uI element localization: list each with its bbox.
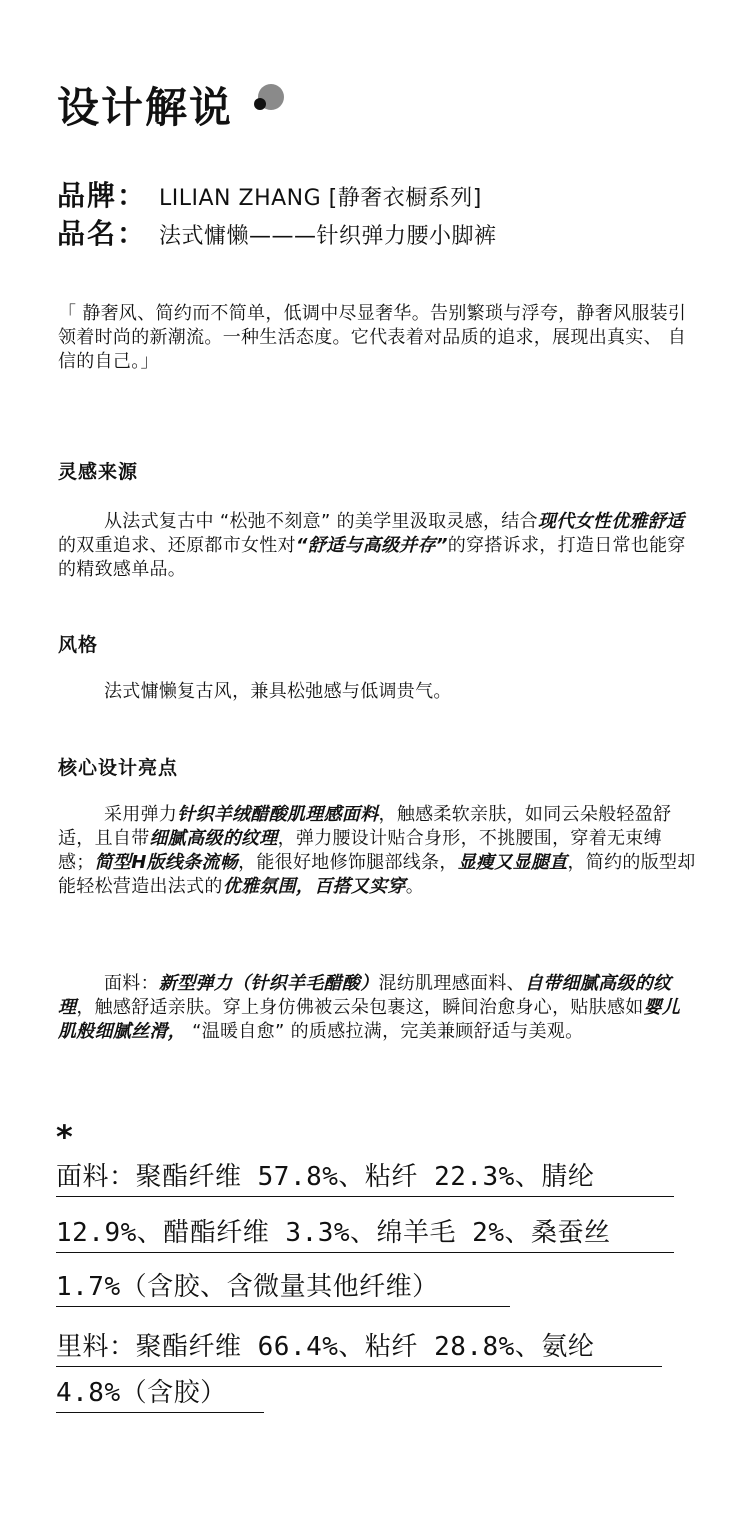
highlights-heading: 核心设计亮点: [58, 757, 179, 779]
highlights-text-1: 采用弹力: [104, 804, 178, 825]
style-paragraph: 法式慵懒复古风，兼具松弛感与低调贵气。: [104, 681, 452, 702]
inspiration-emphasis-2: “舒适与高级并存”: [295, 535, 448, 556]
highlights-emphasis-5: 优雅氛围，百搭又实穿: [222, 876, 406, 897]
title-dot-decoration: [254, 84, 286, 118]
composition-marker: *: [56, 1118, 73, 1156]
fabric-emphasis-1: 新型弹力（针织羊毛醋酸）: [158, 973, 379, 994]
style-heading: 风格: [58, 634, 99, 656]
highlights-emphasis-4: 显瘦又显腿直: [457, 852, 568, 873]
page-title: 设计解说: [57, 83, 234, 132]
highlights-emphasis-1: 针织羊绒醋酸肌理感面料: [177, 804, 379, 825]
fabric-text-3: ，触感舒适亲肤。穿上身仿佛被云朵包裹这，瞬间治愈身心，贴肤感如: [76, 997, 644, 1018]
shell-composition-line-3: 1.7%（含胶、含微量其他纤维）: [56, 1270, 510, 1307]
fabric-text-4: “温暖自愈” 的质感拉满，完美兼顾舒适与美观。: [186, 1021, 584, 1042]
highlights-text-4: ，能很好地修饰腿部线条，: [238, 852, 458, 873]
fabric-emphasis-2: 自带细腻高级的纹理: [58, 973, 672, 1018]
black-dot: [254, 98, 266, 110]
highlights-text-5: ，简约的版型却能轻松营造出法式的: [58, 852, 696, 897]
product-name-row: [57, 212, 497, 252]
lining-composition-line-1: 里料：聚酯纤维 66.4%、粘纤 28.8%、氨纶: [56, 1330, 662, 1367]
highlights-emphasis-2: 细腻高级的纹理: [149, 828, 278, 849]
inspiration-paragraph: [58, 510, 698, 582]
highlights-text-3: ，弹力腰设计贴合身形，不挑腰围，穿着无束缚感；: [58, 828, 662, 873]
highlights-text-2: ，触感柔软亲肤，如同云朵般轻盈舒适，且自带: [58, 804, 672, 849]
highlights-paragraph: [58, 803, 698, 899]
fabric-text-2: 混纺肌理感面料、: [378, 973, 525, 994]
inspiration-emphasis-1: 现代女性优雅舒适: [537, 511, 685, 532]
product-name-value: 法式慵懒———针织弹力腰小脚裤: [159, 224, 497, 249]
shell-composition-line-1: 面料：聚酯纤维 57.8%、粘纤 22.3%、腈纶: [56, 1160, 674, 1197]
fabric-paragraph: [58, 972, 698, 1044]
brand-label: 品牌：: [57, 179, 148, 212]
brand-row: [57, 174, 482, 214]
inspiration-text-2: 的双重追求、还原都市女性对: [58, 535, 296, 556]
product-name-label: 品名：: [57, 217, 148, 250]
inspiration-text-1: 从法式复古中 “松弛不刻意” 的美学里汲取灵感，结合: [104, 511, 538, 532]
shell-composition-line-2: 12.9%、醋酯纤维 3.3%、绵羊毛 2%、桑蚕丝: [56, 1216, 674, 1253]
fabric-text-1: 面料：: [104, 973, 159, 994]
fabric-emphasis-3: 婴儿肌般细腻丝滑，: [58, 997, 681, 1042]
lining-composition-line-2: 4.8%（含胶）: [56, 1376, 264, 1413]
brand-quote: 「 静奢风、简约而不简单，低调中尽显奢华。告别繁琐与浮夸，静奢风服装引领着时尚的新潮流。一种生活态度。它代表着对品质的追求，展现出真实、 自信的自己。」: [58, 303, 687, 372]
highlights-emphasis-3: 简型H版线条流畅: [94, 852, 239, 873]
inspiration-text-3: 的穿搭诉求，打造日常也能穿的精致感单品。: [58, 535, 686, 580]
inspiration-heading: 灵感来源: [58, 461, 139, 483]
highlights-text-6: 。: [405, 876, 425, 897]
brand-value: LILIAN ZHANG [静奢衣橱系列]: [159, 186, 482, 211]
